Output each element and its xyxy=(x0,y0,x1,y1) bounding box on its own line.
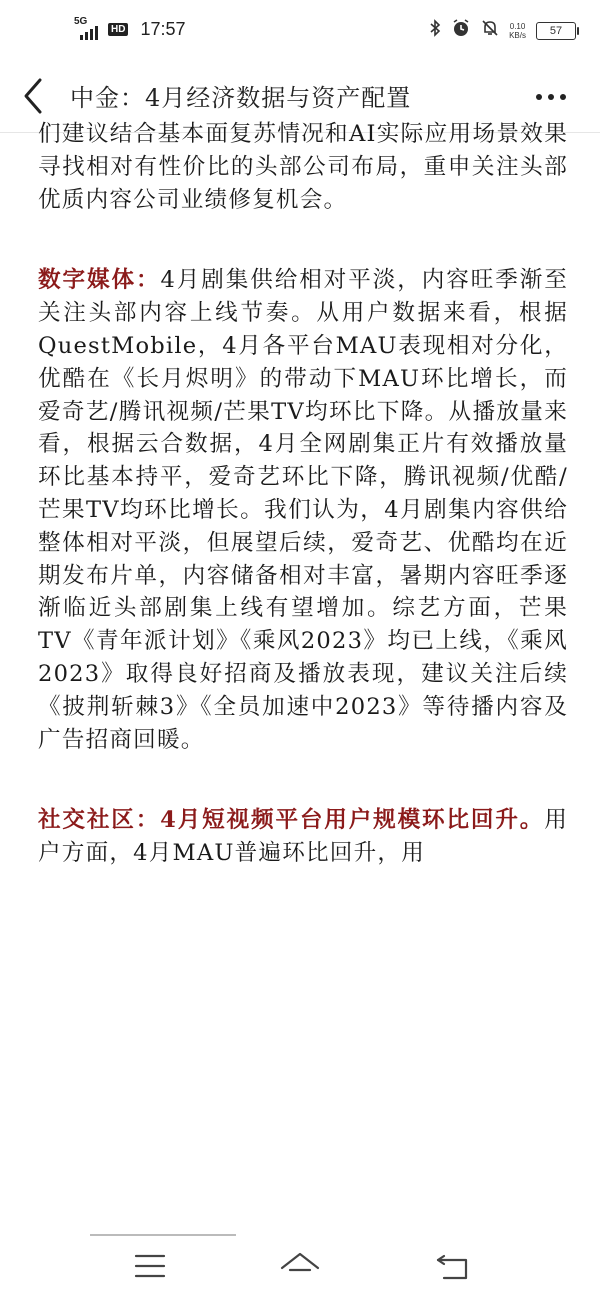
speed-unit: KB/s xyxy=(509,30,526,40)
digital-media-body: 4月剧集供给相对平淡，内容旺季渐至关注头部内容上线节奏。从用户数据来看，根据QuestMobile，4月各平台MAU表现相对分化，优酷在《长月烬明》的带动下MAU环比增长，而爱奇艺/腾讯视频/芒果TV均环比下降。从播放量来看，根据云合数据，4月全网剧集正片有效播放量环比基本持平，爱奇艺环比下降，腾讯视频/优酷/芒果TV均环比增长。我们认为，4月剧集内容供给整体相对平淡，但展望后续，爱奇艺、优酷均在近期发布片单，内容储备相对丰富，暑期内容旺季逐渐临近头部剧集上线有望增加。综艺方面，芒果TV《青年派计划》《乘风2023》均已上线，《乘风2023》取得良好招商及播放表现，建议关注后续《披荆斩棘3》《全员加速中2023》等待播内容及广告招商回暖。 xyxy=(38,267,568,753)
hd-badge: HD xyxy=(108,23,128,36)
home-icon xyxy=(278,1250,322,1282)
social-paragraph xyxy=(38,804,568,870)
chevron-left-icon xyxy=(16,76,52,116)
digital-media-paragraph xyxy=(38,264,568,756)
menu-button[interactable] xyxy=(128,1250,172,1282)
battery-indicator: 57 xyxy=(536,22,576,40)
social-body: 用户方面，4月MAU普遍环比回升，用 xyxy=(38,807,568,867)
back-nav-button[interactable] xyxy=(430,1250,474,1282)
digital-media-heading: 数字媒体： xyxy=(38,267,161,294)
more-button[interactable] xyxy=(536,94,566,100)
nav-divider xyxy=(90,1234,236,1236)
more-dots-icon xyxy=(536,94,542,100)
back-icon xyxy=(430,1250,474,1282)
clock: 17:57 xyxy=(140,18,186,39)
social-heading: 社交社区：4月短视频平台用户规模环比回升。 xyxy=(38,807,545,834)
bluetooth-icon xyxy=(429,19,441,42)
back-button[interactable] xyxy=(16,76,52,116)
mute-icon xyxy=(481,19,499,42)
status-right xyxy=(429,18,576,43)
status-left xyxy=(74,18,186,40)
intro-paragraph: 们建议结合基本面复苏情况和AI实际应用场景效果寻找相对有性价比的头部公司布局，重申关注头部优质内容公司业绩修复机会。 xyxy=(38,121,568,213)
system-nav-bar xyxy=(0,1232,600,1300)
home-button[interactable] xyxy=(278,1250,322,1282)
menu-icon xyxy=(128,1250,172,1282)
status-bar xyxy=(0,0,600,60)
article-content xyxy=(38,118,568,1230)
network-type: 5G xyxy=(74,16,88,27)
signal-icon xyxy=(74,18,102,40)
speed-value: 0.10 xyxy=(509,21,526,31)
network-speed xyxy=(509,22,526,40)
alarm-icon xyxy=(451,18,471,43)
page-title: 中金：4月经济数据与资产配置 xyxy=(70,84,412,112)
